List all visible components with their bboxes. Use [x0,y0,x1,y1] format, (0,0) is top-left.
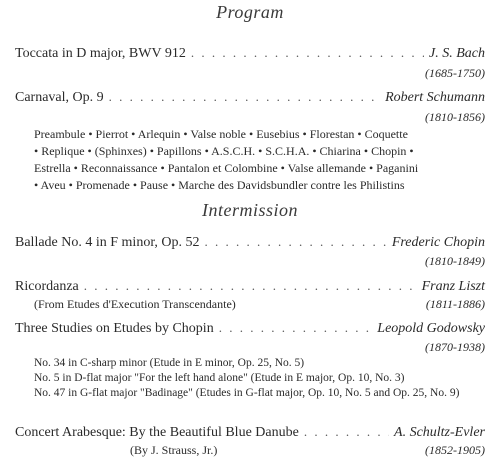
entry-composer: A. Schultz-Evler [394,425,485,440]
movements-line: • Aveu • Promenade • Pause • Marche des Davidsbundler contre les Philistins [34,178,405,192]
study-item: No. 5 in D-flat major "For the left hand alone" (Etude in E major, Op. 10, No. 3) [34,372,405,384]
study-item: No. 34 in C-sharp minor (Etude in E minor, Op. 25, No. 5) [34,357,305,369]
entry-dates: (1810-1856) [425,110,485,124]
entry-subtitle: (From Etudes d'Execution Transcendante) [34,297,236,311]
entry-dates: (1810-1849) [425,254,485,268]
entry-subtitle: (By J. Strauss, Jr.) [130,443,218,457]
program-heading: Program [216,2,284,22]
entry-title: Three Studies on Etudes by Chopin [15,321,214,336]
entry-title: Ricordanza [15,279,79,294]
entry-title: Concert Arabesque: By the Beautiful Blue Danube [15,425,299,440]
entry-dates: (1811-1886) [425,297,485,311]
entry-godowsky [15,320,485,338]
entry-concert-arabesque [15,424,485,442]
entry-composer: Franz Liszt [421,279,485,294]
entry-carnaval [15,89,485,107]
entry-composer: Leopold Godowsky [377,321,485,336]
movements-line: Preambule • Pierrot • Arlequin • Valse noble • Eusebius • Florestan • Coquette [34,127,408,141]
movements-line: • Replique • (Sphinxes) • Papillons • A.S.C.H. • S.C.H.A. • Chiarina • Chopin • [34,144,414,158]
dot-leader [84,278,417,294]
entry-composer: Robert Schumann [385,90,485,105]
entry-title: Carnaval, Op. 9 [15,90,104,105]
dot-leader [219,320,373,336]
dot-leader [109,89,380,105]
entry-composer: J. S. Bach [429,46,485,61]
entry-title: Toccata in D major, BWV 912 [15,46,186,61]
intermission-heading: Intermission [202,200,298,220]
dot-leader [191,45,424,61]
entry-dates: (1852-1905) [425,443,485,457]
carnaval-movements [34,126,474,194]
entry-dates: (1685-1750) [425,66,485,80]
entry-ricordanza [15,278,485,296]
dot-leader [205,234,387,250]
entry-dates: (1870-1938) [425,340,485,354]
entry-title: Ballade No. 4 in F minor, Op. 52 [15,235,200,250]
study-item: No. 47 in G-flat major "Badinage" (Etudes in G-flat major, Op. 10, No. 5 and Op. 25, No. 9) [34,387,460,399]
entry-ballade [15,234,485,252]
entry-toccata [15,45,485,63]
movements-line: Estrella • Reconnaissance • Pantalon et Colombine • Valse allemande • Paganini [34,161,419,175]
entry-composer: Frederic Chopin [391,235,485,250]
dot-leader [304,424,389,440]
